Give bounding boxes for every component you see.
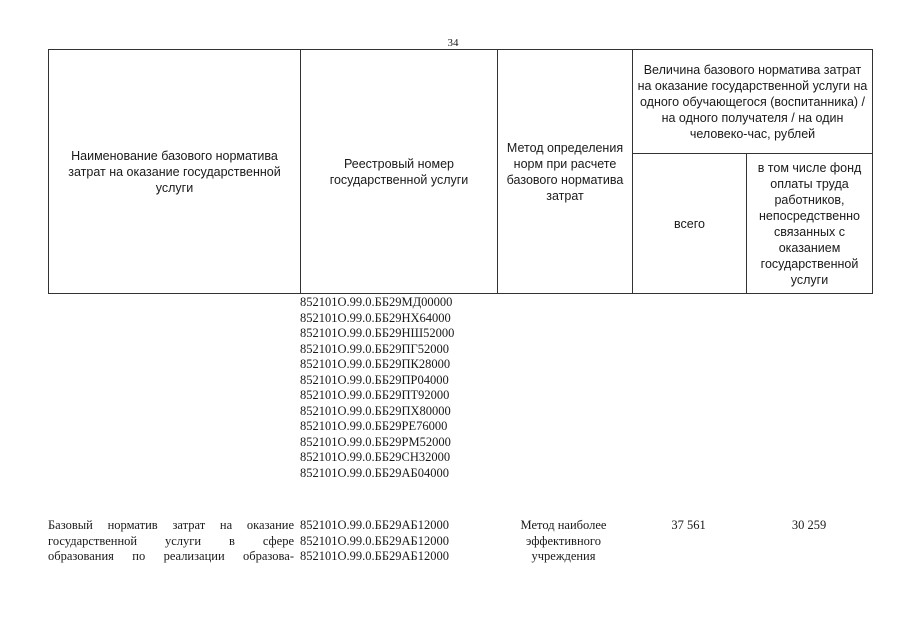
row-norm-name-line: Базовый норматив затрат на оказание	[48, 518, 294, 532]
row-registry-codes	[300, 518, 500, 565]
registry-code: 852101О.99.0.ББ29ПР04000	[300, 372, 449, 387]
row-payroll-value: 30 259	[791, 518, 827, 532]
registry-code: 852101О.99.0.ББ29РЕ76000	[300, 419, 448, 433]
row-method	[497, 518, 630, 565]
header-col-total: всего	[633, 154, 747, 294]
registry-code: 852101О.99.0.ББ29МД00000	[300, 295, 453, 309]
registry-code: 852101О.99.0.ББ29АБ12000	[300, 518, 449, 532]
row-method-line: Метод наиболее	[520, 518, 607, 532]
row-total-value: 37 561	[671, 518, 706, 532]
row-norm-name-line: государственной услуги в сфере	[48, 533, 294, 548]
registry-code: 852101О.99.0.ББ29СН32000	[300, 450, 451, 464]
page-number: 34	[447, 37, 459, 49]
registry-code: 852101О.99.0.ББ29РМ52000	[300, 434, 451, 449]
header-col-registry: Реестровый номер государственной услуги	[301, 50, 498, 294]
registry-code: 852101О.99.0.ББ29АБ12000	[300, 533, 449, 548]
registry-code: 852101О.99.0.ББ29АБ12000	[300, 549, 449, 563]
continued-codes-list	[300, 295, 500, 481]
registry-code: 852101О.99.0.ББ29НХ64000	[300, 310, 451, 325]
registry-code: 852101О.99.0.ББ29ПХ80000	[300, 403, 451, 418]
header-col-magnitude: Величина базового норматива затрат на оказание государственной услуги на одного обучающегося (воспитанника) / на одного получателя / на один человеко-час, рублей	[633, 50, 873, 154]
row-norm-name-line: образования по реализации образова-	[48, 549, 294, 563]
row-norm-name	[48, 518, 294, 565]
registry-code: 852101О.99.0.ББ29ПГ52000	[300, 341, 450, 356]
registry-code: 852101О.99.0.ББ29НШ52000	[300, 326, 455, 340]
header-col-name: Наименование базового норматива затрат на оказание государственной услуги	[49, 50, 301, 294]
header-col-method: Метод определения норм при расчете базового норматива затрат	[498, 50, 633, 294]
registry-code: 852101О.99.0.ББ29ПК28000	[300, 357, 451, 371]
row-method-line: эффективного	[526, 533, 601, 548]
registry-code: 852101О.99.0.ББ29ПТ92000	[300, 388, 450, 402]
row-method-line: учреждения	[531, 549, 596, 563]
registry-code: 852101О.99.0.ББ29АБ04000	[300, 465, 449, 480]
header-table	[48, 49, 873, 294]
header-col-including: в том числе фонд оплаты труда работников, непосредственно связанных с оказанием государственной услуги	[747, 154, 873, 294]
